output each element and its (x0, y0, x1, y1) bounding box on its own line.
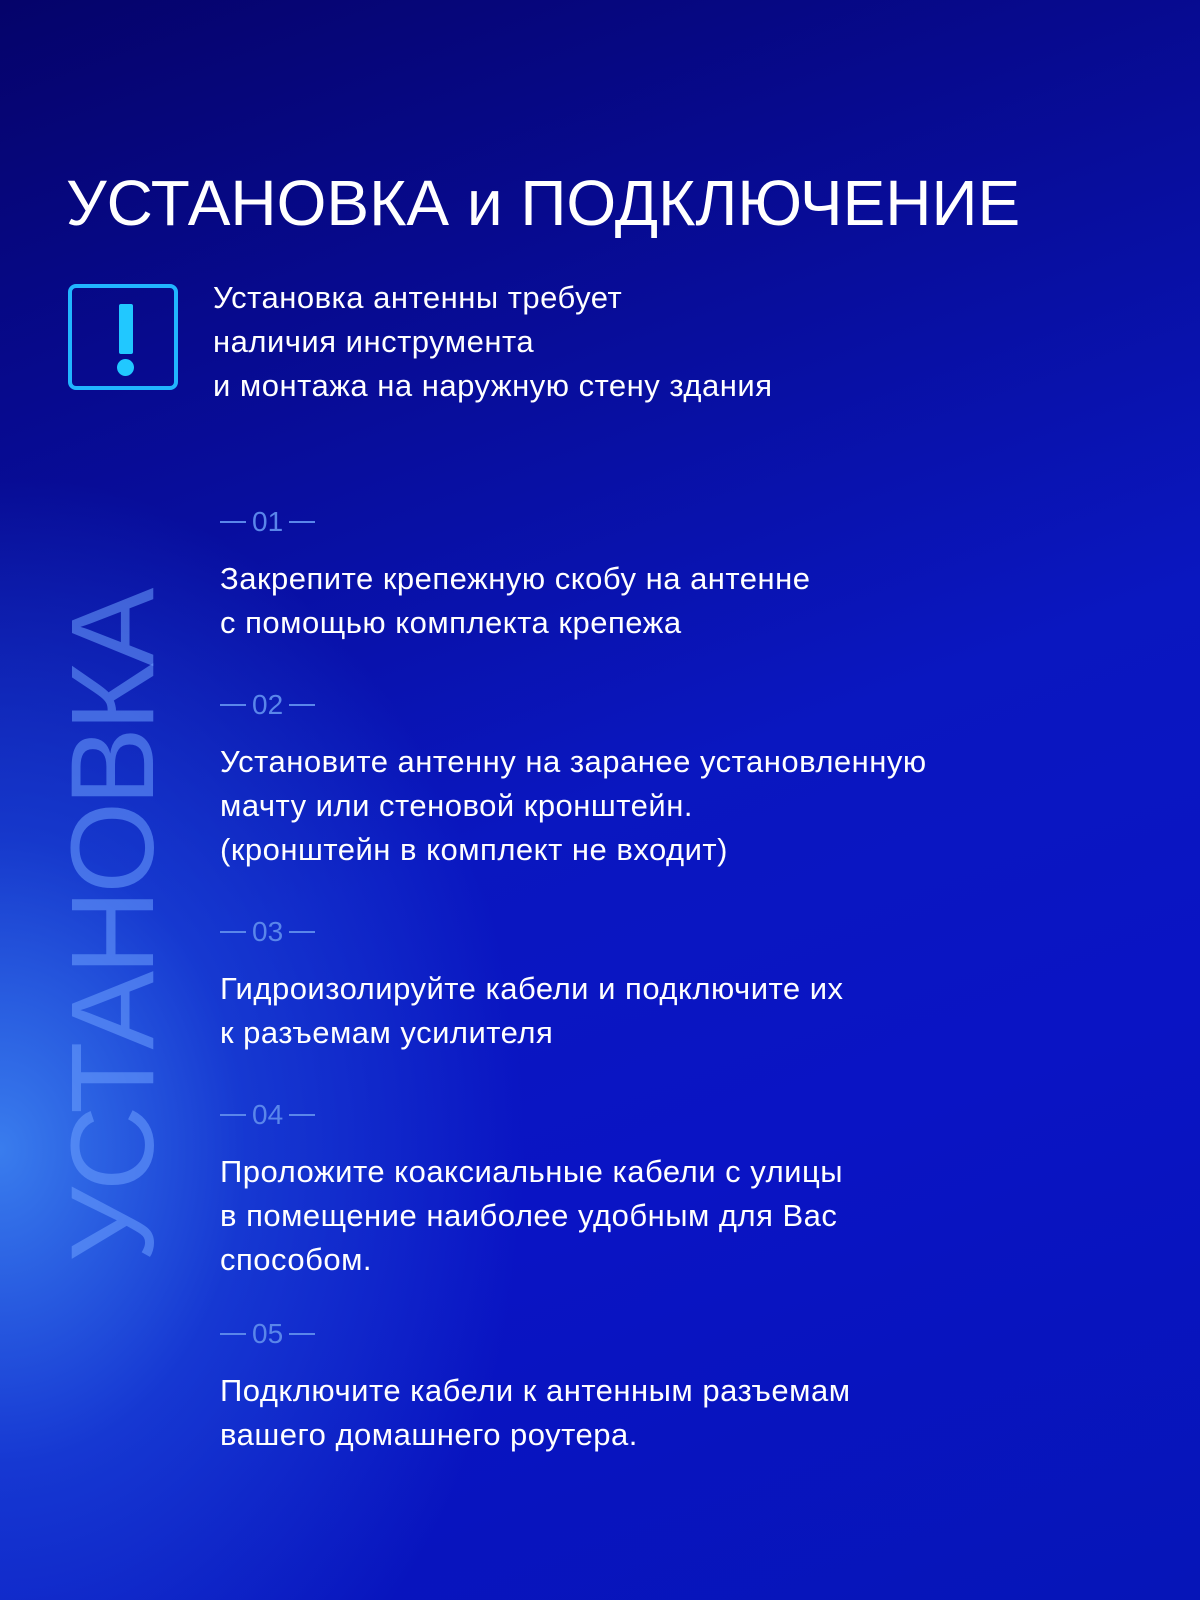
step-number-text: 05 (252, 1318, 284, 1349)
step-line: Проложите коаксиальные кабели с улицы (220, 1154, 844, 1189)
step-number-text: 04 (252, 1099, 284, 1130)
exclamation-dot (117, 359, 134, 376)
step-4 (220, 1098, 843, 1282)
step-line: Гидроизолируйте кабели и подключите их (220, 971, 844, 1006)
step-line: в помещение наиболее удобным для Вас (220, 1198, 838, 1233)
step-line: Установите антенну на заранее установленную (220, 744, 927, 779)
exclamation-icon (68, 284, 178, 390)
step-text (220, 557, 811, 645)
step-number (220, 505, 811, 539)
step-number (220, 1317, 851, 1351)
step-number (220, 1098, 843, 1132)
exclamation-bar (119, 304, 133, 354)
step-number-text: 02 (252, 689, 284, 720)
page-title: УСТАНОВКА и ПОДКЛЮЧЕНИЕ (66, 167, 1021, 239)
step-2 (220, 688, 927, 872)
warning-line: Установка антенны требует (213, 280, 623, 315)
step-line: к разъемам усилителя (220, 1015, 554, 1050)
step-text (220, 1150, 843, 1282)
step-line: (кронштейн в комплект не входит) (220, 832, 728, 867)
warning-text (213, 276, 773, 408)
step-3 (220, 915, 844, 1055)
step-number-text: 01 (252, 506, 284, 537)
warning-line: наличия инструмента (213, 324, 535, 359)
warning-line: и монтажа на наружную стену здания (213, 368, 773, 403)
step-text (220, 740, 927, 872)
step-5 (220, 1317, 851, 1457)
step-number (220, 915, 844, 949)
step-text (220, 967, 844, 1055)
step-number (220, 688, 927, 722)
step-line: с помощью комплекта крепежа (220, 605, 682, 640)
step-line: вашего домашнего роутера. (220, 1417, 638, 1452)
step-1 (220, 505, 811, 645)
step-line: способом. (220, 1242, 373, 1277)
side-label: УСТАНОВКА (47, 591, 179, 1262)
step-number-text: 03 (252, 916, 284, 947)
step-line: Закрепите крепежную скобу на антенне (220, 561, 811, 596)
step-text (220, 1369, 851, 1457)
step-line: Подключите кабели к антенным разъемам (220, 1373, 851, 1408)
step-line: мачту или стеновой кронштейн. (220, 788, 693, 823)
